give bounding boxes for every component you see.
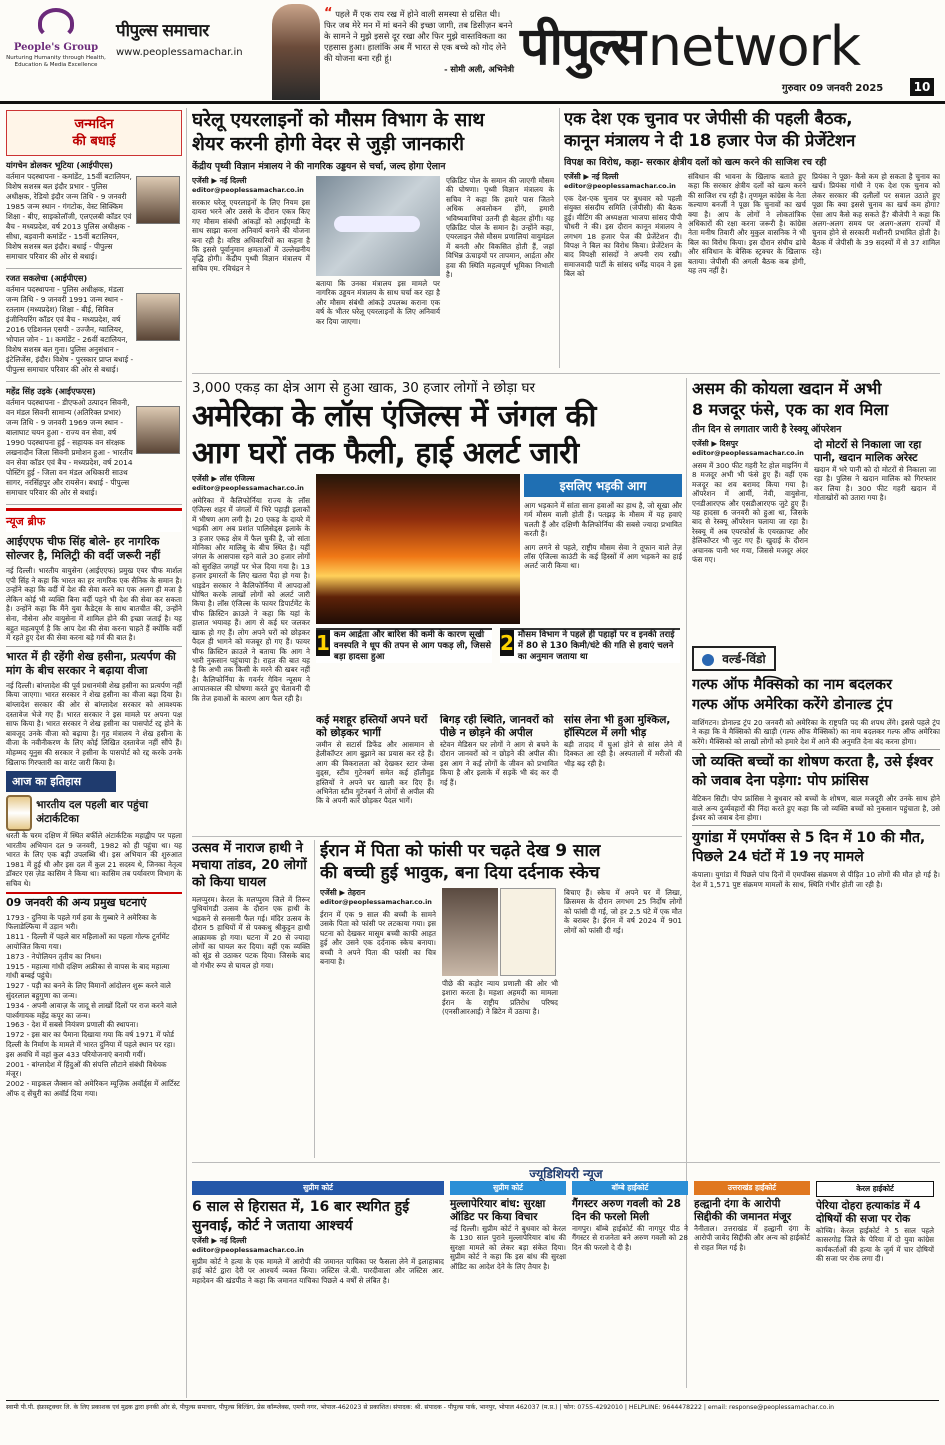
onenation-headline-2[interactable]: कानून मंत्रालय ने दी 18 हजार पेज की प्रेजेंटेशन [564, 131, 856, 150]
la-email[interactable]: editor@peoplessamachar.co.in [192, 484, 304, 492]
j2-body: नई दिल्ली। सुप्रीम कोर्ट ने बुधवार को केरल के 130 साल पुराने मुल्लापेरियार बांध की सुरक्षा मामले को लेकर बड़ा संकेत दिया। सुप्रीम कोर्ट ने कहा कि इस बांध की सुरक्षा ऑडिट का आदेश देने के लिए तैयार है। [450, 1224, 566, 1271]
iran-email[interactable]: editor@peoplessamachar.co.in [320, 898, 432, 906]
girl-photo [442, 888, 498, 976]
iran-headline-2[interactable]: की बच्ची हुई भावुक, बना दिया दर्दनाक स्केच [320, 863, 600, 883]
quote-text: पहले मैं एक राय रख में होने वाली समस्या से ग्रसित थी। फिर जब मेरे मन में मां बनने की इच्छा जागी, तब डिसीज़न बनने के सामने ने मुझे इससे दूर रखा और फिर मुझे वास्तविकता का एहसास हुआ। हालांकि अब मैं भारत से एक बच्चे को गोद लेने की योजना बना रही हूं। [324, 9, 513, 63]
events-label: 09 जनवरी की अन्य प्रमुख घटनाएं [6, 892, 182, 910]
sc-email[interactable]: editor@peoplessamachar.co.in [192, 1246, 304, 1254]
event-item: 1811 - दिल्ली में पहले बार महिलाओं का पहला गोल्फ टूर्नामेंट आयोजित किया गया। [6, 932, 170, 952]
birthday-name: रजत सकलेचा (आईपीएस) [6, 273, 88, 283]
birthday-text: वर्तमान पदस्थापना - पुलिस अधीक्षक, मंडला जन्म तिथि - 9 जनवरी 1991 जन्म स्थान - रतलाम (मध्यप्रदेश) शिक्षा - बीई, सिविल इंजीनियरिंग कॉडर एवं बैच - मध्यप्रदेश, वर्ष 2016 एडिशनल एसपी - उज्जैन, ग्वालियर, भोपाल जोन - 1। कमांडेंट - 26वीं बटालियन, विशेष सशस्त्र बल गुना। पुलिस अनुसंधान - इंटेलिजेंस, इंदौर। विशेष - पुरस्कार प्राप्त बधाई - पीपुल्स समाचार परिवार की ओर से बधाई। [6, 285, 134, 374]
brand-hindi: पीपुल्स [520, 17, 644, 77]
history-body: धरती के चरम दक्षिण में स्थित बर्फीले अंटार्कटिक महाद्वीप पर पहला भारतीय अभियान दल 9 जनवरी, 1982 को ही पहुंचा था। यह भारत के लिए एक बड़ी उपलब्धि थी। इस अभियान की शुरुआत 1981 में हुई थी और इस दल में कुल 21 सदस्य थे, जिनका नेतृत्व डॉक्टर एस ज़ेड कासिम ने किया था। कासिम तब पर्यावरण विभाग के सचिव थे। [6, 831, 182, 889]
pope-headline[interactable]: जो व्यक्ति बच्चों का शोषण करता है, उसे ईश्वर को जवाब देना पड़ेगा: पोप फ्रांसिस [692, 754, 933, 790]
assam-body: असम में 300 फीट गहरी रैट होल माइनिंग में 8 मजदूर अभी भी फंसे हुए हैं। वहीं एक मजदूर का शव बरामद किया गया है। ऑपरेशन में आर्मी, नेवी, वायुसेना, एनडीआरएफ और एसडीआरएफ जुटे हुए हैं। यह हादसा 6 जनवरी को हुआ था, जिसके बाद से रेस्क्यू ऑपरेशन चलाया जा रहा है। रेस्क्यू में अब एयरफोर्स के एयरक्राफ्ट और हेलिकॉप्टर भी जुट गए हैं। खुदाई के दौरान अचानक पानी भर गया, जिससे मजदूर अंदर फंस गए। [692, 461, 808, 565]
event-item: 1793 - दुनिया के पहले गर्म हवा के गुब्बारे ने अमेरिका के फिलाडेल्फिया में उड़ान भरी। [6, 912, 157, 932]
la-headline-2[interactable]: आग घरों तक फैली, हाई अलर्ट जारी [192, 436, 579, 471]
weather-body: सरकार घरेलू एयरलाइनों के लिए नियम इस दायरा भरने और उससे के दौरान एकत्र किए गए मौसम संबंधी आंकड़ों को आईएमडी के साथ साझा करना अनिवार्य बनाने की योजना बना रही है। वरिष्ठ अधिकारियों का कहना है कि इससे पूर्वानुमान क्षमताओं में उल्लेखनीय वृद्धि होगी। केंद्रीय पृथ्वी विज्ञान मंत्रालय में सचिव एम. रविचंद्रन ने [192, 198, 310, 273]
iran-body-2: बिचाए हैं। स्केच में अपने घर में लिखा, क्रिसमस के दौरान लगभग 25 निर्दोष लोगों को फांसी दी गई, जो हर 2.5 घंटे में एक मौत के बराबर है। ईरान में वर्ष 2024 में 901 लोगों को फांसी दी गई। [564, 888, 682, 935]
world-label [692, 646, 776, 671]
weather-article [192, 108, 554, 370]
event-item: 1972 - इस बार का पैमाना दिखाया गया कि वर्ष 1971 में फोर्ड दिल्ली के निर्माण के मामले में भारत दुनिया में पहले स्थान पर रहा। इस अवधि में वहां कुल 433 परियोजनाएं बनायी गयीं। [6, 1030, 176, 1059]
j4-body: नैनीताल। उत्तराखंड में हल्द्वानी दंगा के आरोपी जावेद सिद्दीकी और अन्य को हाईकोर्ट से राहत मिल गई है। [694, 1224, 810, 1252]
row-rule [192, 836, 682, 837]
hourglass-icon [6, 795, 32, 831]
j4-headline[interactable]: हल्द्वानी दंगा के आरोपी सिद्दीकी की जमानत मंजूर [694, 1198, 792, 1223]
judiciary-section [192, 1165, 940, 1395]
birthday-text: वर्तमान पदस्थापना - डीएफओ उत्पादन सिवनी, वन मंडल सिवनी सामान्य (अतिरिक्त प्रभार) जन्म तिथि - 9 जनवरी 1969 जन्म स्थान - बालाघाट चयन हुआ - राज्य वन सेवा, वर्ष 1990 पदस्थापना हुई - सहायक वन संरक्षक लखनादौन जिला सिवनी प्रमोशन हुआ - भारतीय वन सेवा कॉडर एवं बैच - मध्यप्रदेश, वर्ष 2014 पोस्टिंग हुई - जिला वन मंडल अधिकारी साउथ सागर, नरसिंहपुर और रायसेन। बधाई - पीपुल्स समाचार परिवार की ओर से बधाई। [6, 398, 133, 497]
tab-supreme-court[interactable]: सुप्रीम कोर्ट [192, 1181, 444, 1195]
person-photo [136, 176, 180, 224]
row-rule [192, 373, 940, 374]
onenation-byline: एजेंसी ▶ नई दिल्ली [564, 172, 619, 181]
birthday-title-1: जन्मदिन [74, 117, 114, 132]
birthday-title-2: की बधाई [72, 134, 116, 149]
onenation-subhead: विपक्ष का विरोध, कहा- सरकार क्षेत्रीय दलों को खत्म करने की साजिश रच रही [564, 157, 827, 168]
assam-headline-2[interactable]: 8 मजदूर फंसे, एक का शव मिला [692, 400, 889, 419]
iran-byline: एजेंसी ▶ तेहरान [320, 888, 366, 897]
assam-email[interactable]: editor@peoplessamachar.co.in [692, 449, 804, 457]
j3-headline[interactable]: गैंगस्टर अरुण गवली को 28 दिन की फरलो मिली [572, 1198, 681, 1223]
onenation-body-1: एक देश-एक चुनाव पर बुधवार को पहली संयुक्त संसदीय समिति (जेपीसी) की बैठक हुई। मीटिंग की अध्यक्षता भाजपा सांसद पीपी चौधरी ने की। इस दौरान कानून मंत्रालय ने लगभग 18 हजार पेज की प्रेजेंटेशन दी। विपक्ष ने बिल का विरोध किया। प्रेजेंटेशन के बाद विपक्षी सांसदों ने अपनी राय रखी। समाजवादी पार्टी के सांसद धर्मेंद्र यादव ने इस बिल को [564, 194, 682, 279]
pope-body: वेटिकन सिटी। पोप फ्रांसिस ने बुधवार को बच्चों के शोषण, बाल मजदूरी और उनके साथ होने वाले अन्य दुर्व्यवहारों की निंदा करते हुए कहा कि जो व्यक्ति बच्चों को नुकसान पहुंचाता है, उसे ईश्वर को जवाब देना होगा। [692, 794, 940, 823]
news-brief-label: न्यूज ब्रीफ [6, 508, 182, 532]
assam-side-body: खदान में भरे पानी को दो मोटरों से निकाला जा रहा है। पुलिस ने खदान मालिक को गिरफ्तार कर लिया है। 300 फीट गहरी खदान में गोताखोरों को उतारा गया है। [814, 465, 936, 503]
world-label-text: वर्ल्ड-विंडो [722, 652, 766, 666]
sketch-image [500, 888, 556, 976]
brief2-body: नई दिल्ली। बांग्लादेश की पूर्व प्रधानमंत्री शेख हसीना का प्रत्यर्पण नहीं किया जाएगा। भारत सरकार ने शेख हसीना का वीजा बढ़ा दिया है। बांग्लादेश सरकार की ओर से बांग्लादेश सरकार को आवश्यक दस्तावेज भेजे गए हैं। भारत सरकार ने इस मामले पर अपना पक्ष साफ किया है। भारत सरकार ने शेख हसीना का पासपोर्ट रद्द होने के बावजूद उनके वीजा को बढ़ाया है। गृह मंत्रालय ने शेख हसीना के वीजा के नवीनीकरण के लिए कोई लिखित दस्तावेज नहीं सौंपे हैं। मोहम्मद यूनुस की सरकार ने हसीना के पासपोर्ट को रद्द करके उनके खिलाफ गिरफ्तारी का वारंट जारी किया है। [6, 680, 182, 767]
ps-title: पीपुल्स समाचार [116, 21, 209, 41]
column-rule [186, 108, 187, 1398]
fire-photo [316, 474, 520, 624]
history-head-row [6, 795, 182, 831]
birthday-text: वर्तमान पदस्थापना - कमांडेंट, 15वीं बटालियन, विशेष सशस्त्र बल इंदौर प्रभार - पुलिस अधीक्षक, रेडियो इंदौर जन्म तिथि - 9 जनवरी 1985 जन्म स्थान - गंगटोक, वेस्ट सिक्किम शिक्षा - बीए, साइकोलॉजी, एलएलबी कॉडर एवं बैच - मध्यप्रदेश, वर्ष 2013 पुलिस अधीक्षक - सीधा, बड़वानी कमांडेंट - 15वीं बटालियन, विशेष सशस्त्र बल इंदौर। बधाई - पीपुल्स समाचार परिवार की ओर से बधाई। [6, 172, 132, 261]
tab-uttarakhand-hc[interactable]: उत्तराखंड हाईकोर्ट [694, 1181, 810, 1195]
airplane-icon [334, 216, 420, 232]
la-byline: एजेंसी ▶ लॉस एंजिल्स [192, 474, 255, 483]
onenation-headline-1[interactable]: एक देश एक चुनाव पर जेपीसी की पहली बैठक, [564, 109, 853, 128]
quote-photo [272, 4, 320, 100]
sc-body: सुप्रीम कोर्ट ने हत्या के एक मामले में आरोपी की जमानत याचिका पर फैसला लेने में इलाहाबाद हाई कोर्ट द्वारा देरी पर आश्चर्य व्यक्त किया। जस्टिस जे.बी. पारदीवाला और जस्टिस आर. महादेवन की खंडपीठ ने कहा कि जमानत याचिका पिछले 4 वर्षों से लंबित है। [192, 1257, 444, 1285]
uganda-body: कंपाला। युगांडा में पिछले पांच दिनों में एमपॉक्स संक्रमण से पीड़ित 10 लोगों की मौत हो गई है। देश में 1,571 पुष्ट संक्रमण मामलों के साथ, स्थिति गंभीर होती जा रही है। [692, 870, 940, 889]
history-label: आज का इतिहास [6, 771, 116, 792]
callout-1-text: कम आर्द्रता और बारिश की कमी के कारण सूखी वनस्पति ने धूप की तपन से आग पकड़ ली, जिससे बड़ा हादसा हुआ [333, 630, 492, 662]
group-tagline: Nurturing Humanity through Health, Education & Media Excellence [6, 55, 106, 68]
la-headline-1[interactable]: अमेरिका के लॉस एंजिल्स में जंगल की [192, 399, 596, 434]
event-item: 2001 - बांग्लादेश में हिंदुओं की संपत्ति लौटाने संबंधी विधेयक मंजूर। [6, 1059, 167, 1079]
onenation-body-3: प्रियंका ने पूछा- कैसे कम हो सकता है चुनाव का खर्च। प्रियंका गांधी ने एक देश एक चुनाव को लेकर सरकार की दलीलों पर सवाल उठाते हुए पूछा कि क्या इससे चुनाव का खर्च कम होगा? ऐसा आप कैसे कह सकते हैं? बीजेपी ने कहा कि अलग-अलग समय पर अलग-अलग राज्यों में चुनाव होने से सरकारी मशीनरी प्रभावित होती है। बैठक में जेपीसी के 39 सदस्यों में से 37 शामिल रहे। [812, 172, 940, 257]
iran-caption: पीछे की कड़ोर न्याय प्रणाली की ओर भी इशारा करता है। महशा अहमदी का मामला ईरान के राष्ट्रीय प्रतिरोध परिषद (एनसीआरआई) ने ब्रिटेन में उठाया है। [442, 979, 558, 1017]
events-list [6, 913, 182, 1099]
callout-2 [500, 628, 680, 663]
page-number: 10 [910, 78, 934, 96]
la-sub2-head[interactable]: बिगड़ रही स्थिति, जानवरों को पीछे न छोड़ने की अपील [440, 714, 554, 739]
event-item: 1915 - महात्मा गांधी दक्षिण अफ्रीका से वापस के बाद महात्मा गांधी बम्बई पहुंचे। [6, 961, 170, 981]
uganda-headline[interactable]: युगांडा में एमपॉक्स से 5 दिन में 10 की मौत, पिछले 24 घंटों में 19 नए मामले [692, 830, 926, 866]
assam-byline: एजेंसी ▶ दिसपुर [692, 439, 739, 448]
birthday-name: महेंद्र सिंह उइके (आईएफएस) [6, 386, 96, 396]
person-photo [136, 406, 180, 454]
airplane-photo [316, 176, 440, 276]
peoples-group-logo [6, 8, 106, 100]
weather-byline: एजेंसी ▶ नई दिल्ली [192, 176, 247, 185]
j2-headline[interactable]: मुल्लापेरियार बांध: सुरक्षा ऑडिट पर किया विचार [450, 1198, 546, 1223]
tab-bombay-hc[interactable]: बॉम्बे हाईकोर्ट [572, 1181, 688, 1195]
column-rule [559, 108, 560, 368]
divider [692, 749, 940, 750]
la-kicker: 3,000 एकड़ का क्षेत्र आग से हुआ खाक, 30 हजार लोगों ने छोड़ा घर [192, 380, 535, 396]
tab-supreme-court-2[interactable]: सुप्रीम कोर्ट [450, 1181, 566, 1195]
world-headline-1[interactable]: गल्फ ऑफ मैक्सिको का नाम बदलकर [692, 677, 892, 693]
iran-article [320, 840, 682, 1158]
j5-headline[interactable]: पेरिया दोहरा हत्याकांड में 4 दोषियों की सजा पर रोक [816, 1200, 921, 1225]
peoples-samachar-block [116, 18, 266, 78]
assam-subhead: तीन दिन से लगातार जारी है रेस्क्यू ऑपरेशन [692, 424, 842, 435]
callout-number-2: 2 [500, 631, 514, 655]
birthday-card-1 [6, 156, 182, 269]
birthday-card-3 [6, 382, 182, 505]
j3-body: नागपुर। बॉम्बे हाईकोर्ट की नागपुर पीठ ने गैंगस्टर से राजनेता बने अरुण गवली को 28 दिन की फरलो दे दी है। [572, 1224, 688, 1252]
elephant-body: मलप्पुरम। केरल के मलप्पुरम जिले में तिरूर पुथियांगडी उत्सव के दौरान एक हाथी के भड़कने से सनसनी फैल गई। मंदिर उत्सव के दौरान 5 हाथियों में से पक्कथु श्रीकुट्टन हाथी आक्रामक हो गया। घटना में 20 से ज्यादा लोगों का घायल कर दिया। वहीं एक व्यक्ति को सूंड से उठाकर पटक दिया। जिसके बाद वो गंभीर रूप से घायल हो गया। [192, 895, 310, 970]
globe-icon [702, 654, 714, 666]
event-item: 1963 - देश में सबसे नियंत्रण प्रणाली की स्थापना। [6, 1020, 139, 1030]
onenation-body-2: संविधान की भावना के खिलाफ बताते हुए कहा कि सरकार क्षेत्रीय दलों को खत्म करने की साजिश रच रही है। तृणमूल कांग्रेस के नेता कल्याण बनर्जी ने पूछा कि चुनावों का खर्च क्या है। आप के लोगों ने लोकतांत्रिक अधिकारों की रक्षा करना जरूरी है। कांग्रेस नेता मनीष तिवारी और मुकुल वासनिक ने भी बिल का विरोध किया। इस दौरान संघीय ढांचे और संविधान के बेसिक स्ट्रक्चर के खिलाफ बताया। जेपीसी की अगली बैठक कब होगी, यह तय नहीं है। [688, 172, 806, 276]
j5-body: कोच्चि। केरल हाईकोर्ट ने 5 साल पहले कासरगोड़ जिले के पेरिया में दो युवा कांग्रेस कार्यकर्ताओं की हत्या के जुर्म में चार दोषियों की सजा पर रोक लगा दी। [816, 1226, 934, 1264]
ps-url[interactable]: www.peoplessamachar.in [116, 47, 243, 58]
brief1-body: नई दिल्ली। भारतीय वायुसेना (आईएएफ) प्रमुख एयर चीफ मार्शल एपी सिंह ने कहा कि भारत का हर नागरिक एक सैनिक के समान है। उन्होंने कहा कि वर्दी में देश की सेवा करने का एक अलग ही मजा है लेकिन कोई भी व्यक्ति बिना वर्दी पहने भी देश की सेवा कर सकता है। उन्होंने कहा कि मैंने युवा कैडेट्स के साथ बातचीत की, उन्होंने सेना, नौसेना और वायुसेना में शामिल होने की इच्छा जताई है। यह बहुत महत्वपूर्ण है कि आप देश की सेवा करना चाहते हैं क्योंकि वर्दी में रहते हुए देश की सेवा करना बड़े गर्व की बात है। [6, 566, 182, 643]
footer-imprint: स्वामी पी.पी. इंफ्रास्ट्रक्चर लि. के लिए प्रकाशक एवं मुद्रक द्वारा इनकी ओर से, पीपुल्स समाचार, पीपुल्स बिल्डिंग, प्रेस कॉम्प्लेक्स, एमपी नगर, भोपाल-462023 से प्रकाशित। संपादक: श्री. संपादक - पीपुल्स पार्क, भानपुर, भोपाल 462037 (म.प्र.) | फोन: 0755-4292010 | HELPLINE: 9644478222 | email: response@peoplessamachar.co.in [6, 1400, 939, 1440]
brief1-headline[interactable]: आईएएफ चीफ सिंह बोले- हर नागरिक सोल्जर है, मिलिट्री की वर्दी जरूरी नहीं [6, 535, 161, 562]
elephant-headline[interactable]: उत्सव में नाराज हाथी ने मचाया तांडव, 20 लोगों को किया घायल [192, 841, 307, 890]
left-column [6, 110, 182, 1395]
why-1: आग भड़काने में सांता साना हवाओं का हाथ है, जो सूखा और गर्म मौसम वाली होती हैं। पतझड़ के मौसम में यह हवाएं चलती हैं और दक्षिणी कैलिफोर्निया की सबसे ज्यादा प्रभावित करती हैं। [524, 501, 682, 539]
masthead [0, 0, 945, 104]
tab-kerala-hc[interactable]: केरल हाईकोर्ट [816, 1181, 934, 1197]
weather-caption: बताया कि उनका मंत्रालय इस मामले पर नागरिक उड्डयन मंत्रालय के साथ चर्चा कर रहा है और मौसम संबंधी आंकड़े उपलब्ध कराना एक वर्ष के भीतर घरेलू एयरलाइनों के लिए अनिवार्य कर दिया जाएगा। [316, 279, 440, 326]
iran-headline-1[interactable]: ईरान में पिता को फांसी पर चढ़ते देख 9 साल [320, 841, 601, 861]
birthday-name: यांगचेन डोलकर भूटिया (आईपीएस) [6, 160, 114, 170]
brief2-headline[interactable]: भारत में ही रहेंगी शेख हसीना, प्रत्यर्पण की मांग के बीच सरकार ने बढ़ाया वीजा [6, 649, 176, 677]
quote-box [324, 8, 514, 100]
why-2: आग लगने से पहले, राष्ट्रीय मौसम सेवा ने तूफान वाले तेज़ लॉस एंजिल्स काउंटी के कई हिस्सों में आग भड़कने का हाई अलर्ट जारी किया था। [524, 542, 682, 571]
event-item: 2002 - माइकल जैक्सन को अमेरिकन म्यूज़िक अवॉर्ड्स में आर्टिस्ट ऑफ द सेंचुरी का अवॉर्ड दिया गया। [6, 1079, 180, 1098]
weather-email[interactable]: editor@peoplessamachar.co.in [192, 186, 304, 194]
quote-mark-icon: “ [324, 6, 333, 21]
group-name: People's Group [13, 42, 99, 53]
world-body: वाशिंगटन। डोनाल्ड ट्रंप 20 जनवरी को अमेरिका के राष्ट्रपति पद की शपथ लेंगे। इससे पहले ट्रंप ने कहा कि वे मैक्सिको की खाड़ी (गल्फ ऑफ मैक्सिको) का नाम बदलकर गल्फ ऑफ अमेरिका करेंगे। मैक्सिको को लाखों लोगों को हमारे देश में आने की अनुमति देना बंद करना होगा। [692, 718, 940, 746]
weather-headline-1[interactable]: घरेलू एयरलाइनों को मौसम विभाग के साथ [192, 109, 485, 131]
quote-author: - सोमी अली, अभिनेत्री [444, 64, 514, 74]
event-item: 1927 - पड़ी का बनने के लिए विमानों आंदोलन शुरू करने वाले सुंदरलाल बहुगुणा का जन्म। [6, 981, 171, 1001]
la-body: अमेरिका में कैलिफोर्निया राज्य के लॉस एंजिल्स शहर में जंगलों में भिरे पहाड़ी इलाकों में भीषण आग लगी है। 20 एकड़ के दायरे में भड़की आग अब प्रशांत पालिसेड्स इलाके के 3 हजार एकड़ क्षेत्र में फैल चुकी है, जो सांता मोनिका और मालिबू के बीच स्थित है। यहीं जंगल के आसपास रहने वाले 30 हजार लोगों को सुरक्षित जगहों पर भेज दिया गया है। 13 हजार इमारतों के लिए खतरा पैदा हो गया है। धाइडेन सरकार ने कैलिफोर्निया में आपदाओं घोषित करके लाखों लोगों को अलर्ट जारी किया है। लॉस एंजिल्स के फायर डिपार्टमेंट के चीफ क्रिस्टिन क्राउले ने कहा कि यहां के हालात भयावह हैं। आग से कई घर जलकर खाक हो गए हैं। लोग अपने घरों को छोड़कर पैदल ही भागने को मजबूर हो गए हैं। फायर चीफ क्रिस्टिन क्राउले ने बताया कि आग ने भारी नुकसान पहुंचाया है। राहत की बात यह है कि अभी तक किसी के मरने की खबर नहीं है। कैलिफोर्निया के गवर्नर गेविन न्यूसम ने आपातकाल की घोषणा करते हुए चेतावनी दी कि तेज हवाओं के कारण आग फैल रही है। [192, 496, 310, 703]
iran-body-1: ईरान में एक 9 साल की बच्ची के सामने उसके पिता को फांसी पर लटकाया गया। इस घटना को देखकर मासूम बच्ची काफी आहत हुई और उसने एक दर्दनाक स्केच बनाया। बच्ची ने अपने पिता की फांसी का चित्र बनाया है। [320, 910, 436, 967]
birthday-header [6, 110, 182, 156]
weather-subhead: केंद्रीय पृथ्वी विज्ञान मंत्रालय ने की नागरिक उड्डयन से चर्चा, जल्द होगा ऐलान [192, 161, 446, 172]
dateline: गुरुवार 09 जनवरी 2025 [782, 83, 884, 94]
la-subsections [316, 714, 682, 832]
brand-title [520, 8, 935, 78]
callout-2-text: मौसम विभाग ने पहले ही पहाड़ों पर व इनकी तराई में 80 से 130 किमी/घंटे की गति से हवाएं चलने का अनुमान जताया था [517, 630, 675, 662]
assam-headline-1[interactable]: असम की कोयला खदान में अभी [692, 379, 882, 398]
onenation-email[interactable]: editor@peoplessamachar.co.in [564, 182, 676, 190]
person-photo [136, 293, 180, 341]
callout-number-1: 1 [316, 631, 330, 655]
divider [692, 825, 940, 826]
sc-headline[interactable]: 6 साल से हिरासत में, 16 बार स्थगित हुई सुनवाई, कोर्ट ने जताया आश्चर्य [192, 1199, 410, 1234]
divider [6, 646, 182, 647]
la-sub1-body: जमीन से सटार्स डिफेंड और आसमान से हेलीकॉप्टर आग बुझाने का प्रयास कर रहे हैं। आग की विकरालता को देखकर स्टार जेम्स वुड्स, स्टीव गुटेनबर्ग समेत कई हॉलीवुड हस्तियों ने अपने घर खाली कर दिए हैं। अभिनेता स्टीव गुटेनबर्ग ने लोगों से अपील की कि वे अपनी कारें छोड़कर पैदल भागें। [316, 740, 434, 806]
brand-en: network [647, 15, 861, 78]
la-sub1-head[interactable]: कई मशहूर हस्तियों अपने घरों को छोड़कर भागीं [316, 714, 428, 739]
la-sub3-head[interactable]: सांस लेना भी हुआ मुश्किल, हॉस्पिटल में लगी भीड़ [564, 714, 671, 739]
column-rule [314, 840, 315, 1158]
why-label: इसलिए भड़की आग [524, 474, 682, 497]
assam-side-head[interactable]: दो मोटरों से निकाला जा रहा पानी, खदान मालिक अरेस्ट [814, 439, 922, 464]
assam-article [692, 378, 940, 640]
weather-headline-2[interactable]: शेयर करनी होगी वेदर से जुड़ी जानकारी [192, 133, 465, 155]
sc-byline: एजेंसी ▶ नई दिल्ली [192, 1236, 247, 1245]
one-nation-article [564, 108, 940, 370]
la-sub2-body: स्टेवन मेडिसन घर लोगों ने आग से बचने के दौरान जानवरों को न छोड़ने की अपील की। इस आग ने कई लोगों के जीवन को प्रभावित किया है और इलाके में सड़कें भी बंद कर दी गई हैं। [440, 740, 558, 787]
world-headline-2[interactable]: गल्फ ऑफ अमेरिका करेंगे डोनाल्ड ट्रंप [692, 697, 893, 713]
judiciary-label: ज्यूडिशियरी न्यूज [529, 1167, 603, 1181]
event-item: 1934 - अपनी आवाज़ के जादू से लाखों दिलों पर राज करने वाले पार्श्वगायक महेंद्र कपूर का जन्म। [6, 1000, 177, 1020]
logo-mark-icon [38, 8, 74, 38]
weather-side: एक्रिडिट पोल के समान की जाएगी मौसम की घोषणा। पृथ्वी विज्ञान मंत्रालय के सचिव ने कहा कि हमारे पास जितने अधिक अवलोकन होंगे, हमारी भविष्यवाणियां उतनी ही बेहतर होंगी। यह एक्रिडिट पोल के समान है। उन्होंने कहा, एयरलाइन जैसे मौसम प्रणालियां वायुमंडल में बनती और विकसित होती हैं, जहां विभिन्न ऊंचाइयों पर तापमान, आर्द्रता और हवा की स्थिति महत्वपूर्ण भूमिका निभाती है। [446, 176, 554, 280]
row-rule [192, 1162, 940, 1163]
world-window [692, 646, 940, 1206]
history-headline[interactable]: भारतीय दल पहली बार पहुंचा अंटार्कटिका [36, 799, 148, 826]
event-item: 1873 - नेपोलियन तृतीय का निधन। [6, 951, 102, 961]
elephant-article [192, 840, 310, 1158]
callout-1 [316, 628, 492, 663]
birthday-card-2 [6, 269, 182, 382]
la-sub3-body: बड़ी तादाद में घुआं होने से सांस लेने में दिक्कत आ रही है। अस्पतालों में मरीजों की भीड़ बढ़ रही है। [564, 740, 682, 768]
